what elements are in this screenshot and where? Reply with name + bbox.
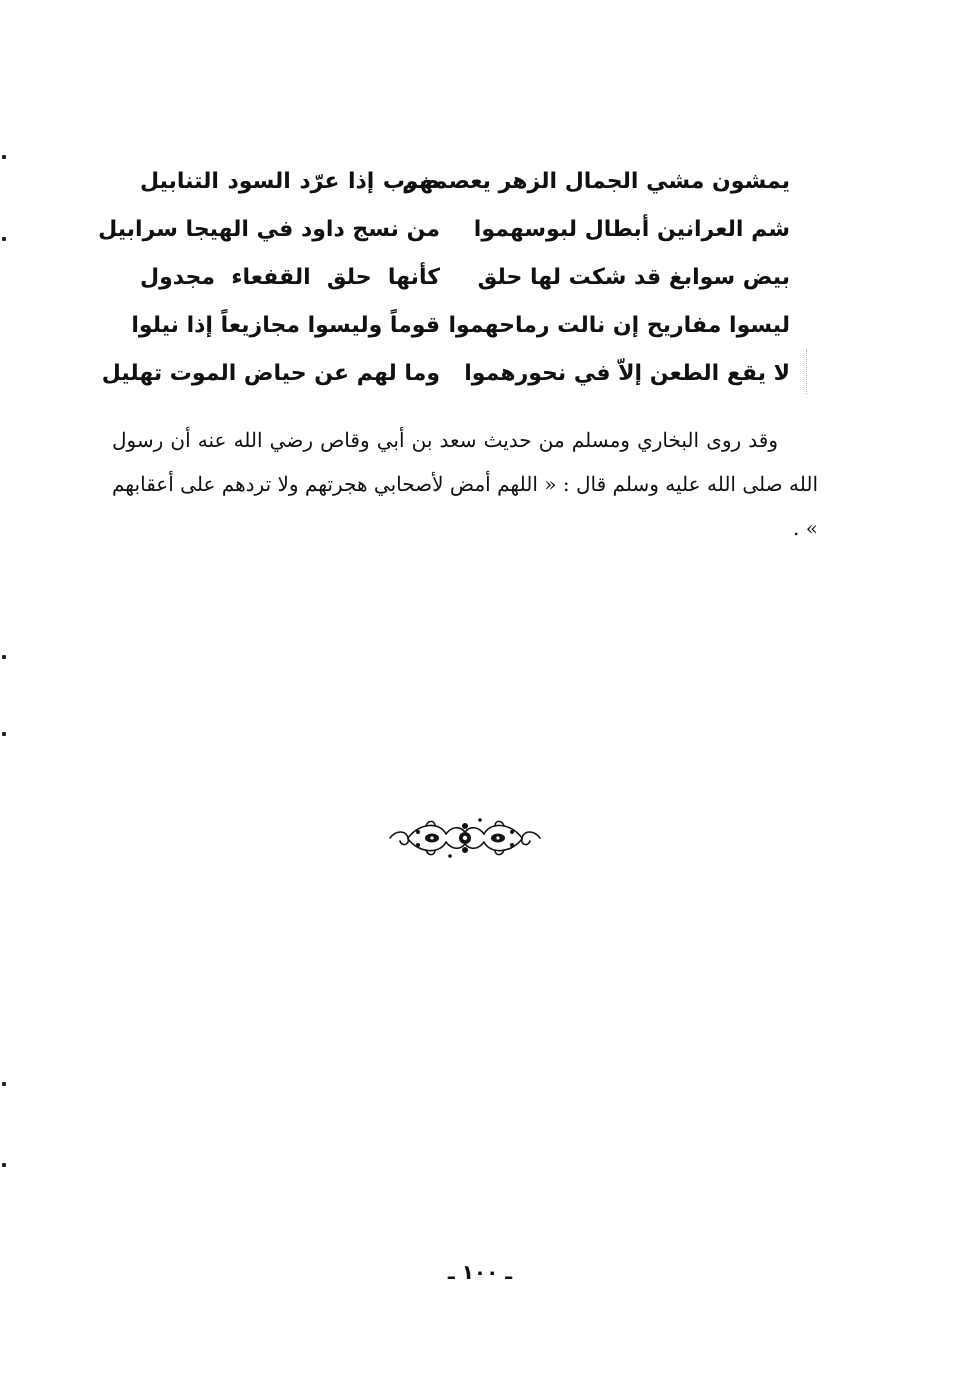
page-number: ـ ١٠٠ ـ [447,1260,513,1284]
verse-second-hemistich: من نسج داود في الهيجا سرابيل [98,217,440,242]
poem-verse-3 [140,254,790,302]
verse-first-hemistich: بيض سوابغ قد شكت لها حلق [477,265,790,290]
margin-dot [2,732,6,736]
verse-second-hemistich: قوماً وليسوا مجازيعاً إذا نيلوا [131,313,440,338]
verse-second-hemistich: ضرب إذا عرّد السود التنابيل [140,169,440,194]
margin-bracket [806,350,817,394]
verse-first-hemistich: شم العرانين أبطال لبوسهموا [473,217,790,242]
poem-verse-2 [98,206,790,254]
hadith-text: وقد روى البخاري ومسلم من حديث سعد بن أبي وقاص رضي الله عنه أن رسول الله صلى الله عليه وسلم قال : « اللهم أمض لأصحابي هجرتهم ولا تردهم على أعقابهم » . [112,428,818,540]
margin-dot [2,237,6,241]
prose-paragraph [112,418,818,550]
verse-first-hemistich: يمشون مشي الجمال الزهر يعصمهم [402,169,790,194]
margin-dot [2,1163,6,1167]
margin-dot [2,655,6,659]
poem-verse-5 [101,350,790,398]
poem-verse-4 [131,302,790,350]
verse-first-hemistich: ليسوا مفاريح إن نالت رماحهموا [448,313,790,338]
margin-dot [2,155,6,159]
verse-second-hemistich: وما لهم عن حياض الموت تهليل [101,361,440,386]
margin-dot [2,1082,6,1086]
poem-verse-1 [140,158,790,206]
verse-second-hemistich: كأنها حلق القفعاء مجدول [140,265,440,290]
verse-first-hemistich: لا يقع الطعن إلاّ في نحورهموا [464,361,790,386]
floral-divider-icon [380,812,550,864]
